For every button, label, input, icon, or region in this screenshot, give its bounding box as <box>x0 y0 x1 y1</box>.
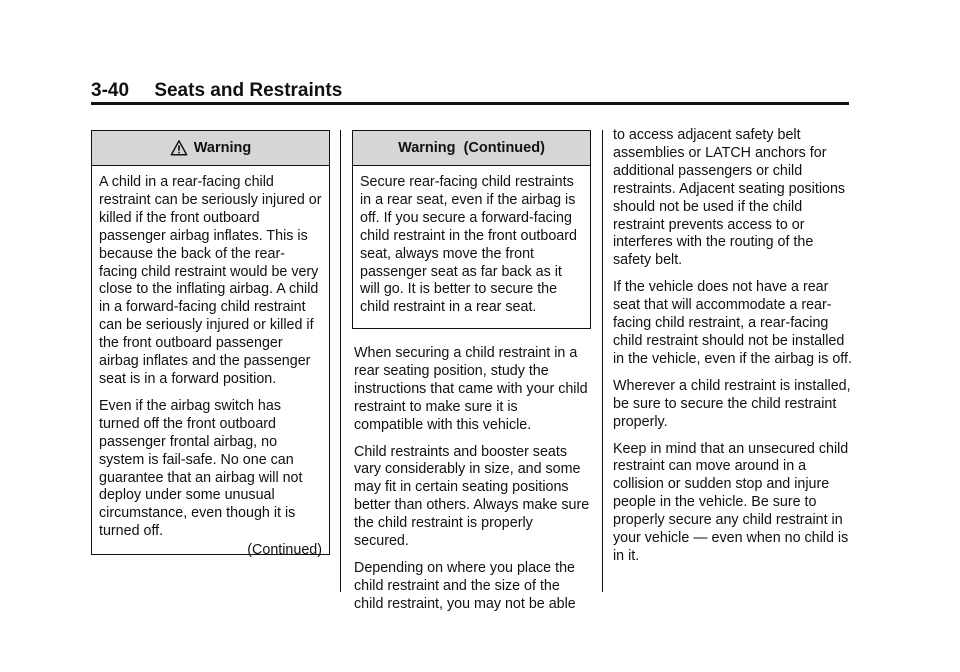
warning-box <box>352 130 591 329</box>
warning-paragraph: Secure rear-facing child restraints in a rear seat, even if the airbag is off. If you secure a forward-facing child restraint in the front outboard seat, always move the front passenger seat as far back as it will go. It is better to secure the child restraint in a rear seat. <box>360 174 577 316</box>
body-paragraph: When securing a child restraint in a rear seating position, study the instructions that came with your child restraint to make sure it is compatible with this vehicle. <box>354 345 588 433</box>
warning-title: Warning <box>193 140 252 156</box>
warning-header <box>92 131 329 166</box>
page-header <box>91 80 342 102</box>
header-rule <box>91 102 849 105</box>
section-title: Seats and Restraints <box>154 80 343 101</box>
body-paragraph: to access adjacent safety belt assemblies or LATCH anchors for additional passengers or child restraints. Adjacent seating positions should not be used if the child restraint prevents access to or interferes with the routing of the safety belt. <box>613 127 846 269</box>
page-number: 3-40 <box>91 80 130 101</box>
warning-box <box>91 130 330 559</box>
warning-header <box>353 131 590 166</box>
warning-paragraph: Even if the airbag switch has turned off the front outboard passenger frontal airbag, no system is fail-safe. No one can guarantee that an airbag will not deploy under some unusual circumstance, even though it is turned off. <box>99 397 303 540</box>
column-divider <box>602 130 603 592</box>
warning-body <box>92 166 329 566</box>
body-paragraph: Wherever a child restraint is installed, be sure to secure the child restraint properly. <box>613 377 851 430</box>
column-divider <box>340 130 341 592</box>
warning-paragraph: A child in a rear-facing child restraint can be seriously injured or killed if the front outboard passenger airbag inflates. This is because the back of the rear-facing child restraint would be very close to the inflating airbag. A child in a forward-facing child restraint can be seriously injured or killed if the front outboard passenger airbag inflates and the passenger seat is in a forward position. <box>99 174 322 387</box>
body-paragraph: Depending on where you place the child restraint and the size of the child restraint, you may not be able <box>354 559 576 612</box>
body-paragraph: If the vehicle does not have a rear seat that will accommodate a rear-facing child restraint, a rear-facing child restraint should not be installed in the vehicle, even if the airbag is off. <box>613 279 852 367</box>
body-paragraph: Child restraints and booster seats vary considerably in size, and some may fit in certain seating positions better than others. Always make sure the child restraint is properly secured. <box>354 443 590 550</box>
right-column-text <box>613 127 853 575</box>
warning-triangle-icon <box>170 139 188 157</box>
warning-body <box>353 166 590 323</box>
warning-title: Warning (Continued) <box>398 140 545 156</box>
continued-note: (Continued) <box>247 542 322 559</box>
middle-column-text <box>354 345 590 623</box>
body-paragraph: Keep in mind that an unsecured child restraint can move around in a collision or sudden stop and injure people in the vehicle. Be sure to properly secure any child restraint in your vehicle — even when no child is in it. <box>613 440 849 564</box>
